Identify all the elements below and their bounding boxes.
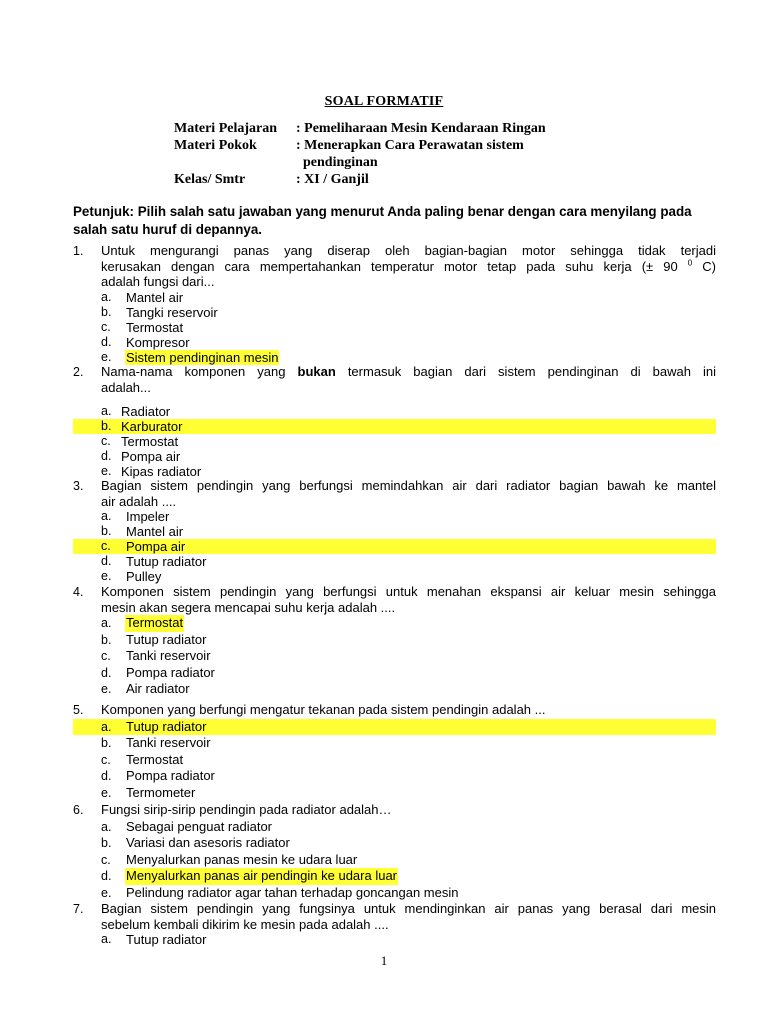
option-c[interactable]: c. Termostat	[101, 434, 179, 449]
subject-info	[174, 120, 586, 188]
question-text: Fungsi sirip-sirip pendingin pada radiator adalah…	[101, 802, 392, 817]
highlighted-answer: Karburator	[121, 419, 183, 434]
option-e[interactable]: e. Sistem pendinginan mesin	[101, 349, 279, 365]
option-c[interactable]: c. Menyalurkan panas mesin ke udara luar	[101, 851, 358, 867]
option-d[interactable]: d. Menyalurkan panas air pendingin ke udara luar	[101, 868, 398, 883]
option-e[interactable]: e. Kipas radiator	[101, 464, 202, 479]
question-text: Komponen yang berfungi mengatur tekanan pada sistem pendingin adalah ...	[101, 702, 546, 717]
highlighted-answer: Tutup radiator	[126, 718, 207, 734]
option-d[interactable]: d. Tutup radiator	[101, 554, 207, 569]
option-a[interactable]: a. Impeler	[101, 509, 170, 524]
option-a[interactable]: a. Mantel air	[101, 289, 184, 305]
option-e[interactable]: e. Pelindung radiator agar tahan terhadap goncangan mesin	[101, 884, 459, 900]
option-d[interactable]: d. Kompresor	[101, 334, 190, 350]
meta-row-class	[174, 171, 586, 188]
option-a[interactable]: a. Tutup radiator	[101, 932, 207, 947]
question-number: 3.	[73, 479, 84, 493]
options	[101, 509, 716, 584]
meta-label: Materi Pokok	[174, 138, 257, 153]
option-c[interactable]: c. Pompa air	[73, 539, 716, 554]
options	[101, 932, 716, 947]
option-a[interactable]: a. Tutup radiator	[73, 719, 716, 736]
question-text: Bagian sistem pendingin yang berfungsi memindahkan air dari radiator bagian bawah ke mantel air adalah ....	[101, 478, 716, 509]
meta-value: : Pemeliharaan Mesin Kendaraan Ringan	[296, 121, 546, 136]
option-b[interactable]: b. Tanki reservoir	[101, 735, 211, 750]
option-a[interactable]: a. Termostat	[101, 615, 184, 630]
meta-row-topic-cont	[174, 154, 586, 171]
question-4	[73, 584, 716, 698]
question-number: 7.	[73, 902, 84, 916]
highlighted-answer: Menyalurkan panas air pendingin ke udara luar	[126, 868, 398, 883]
meta-row-subject	[174, 120, 586, 137]
meta-value: : Menerapkan Cara Perawatan sistem	[296, 138, 524, 153]
option-e[interactable]: e. Pulley	[101, 569, 162, 584]
options	[101, 819, 716, 902]
meta-label: Materi Pelajaran	[174, 121, 278, 136]
option-d[interactable]: d. Pompa radiator	[101, 664, 215, 680]
question-7	[73, 901, 716, 947]
option-b[interactable]: b. Karburator	[73, 419, 716, 434]
meta-label	[174, 154, 296, 171]
question-text: Bagian sistem pendingin yang fungsinya untuk mendinginkan air panas yang berasal dari mesin sebelum kembali dikirim ke mesin pada adalah ....	[101, 901, 716, 932]
option-c[interactable]: c. Termostat	[101, 751, 184, 767]
option-e[interactable]: e. Air radiator	[101, 681, 190, 696]
instructions: Petunjuk: Pilih salah satu jawaban yang menurut Anda paling benar dengan cara menyilang pada salah satu huruf di depannya.	[73, 204, 692, 237]
option-b[interactable]: b. Variasi dan asesoris radiator	[101, 835, 290, 850]
question-6	[73, 802, 716, 901]
question-number: 5.	[73, 703, 84, 717]
question-1	[73, 243, 716, 365]
question-text: Untuk mengurangi panas yang diserap oleh bagian-bagian motor sehingga tidak terjadi kerusakan dengan cara mempertahankan temperatur motor tetap pada suhu kerja (± 90 $^0$ C) adalah fungsi dari...	[101, 243, 716, 289]
options	[101, 615, 716, 698]
question-3	[73, 478, 716, 584]
question-number: 2.	[73, 365, 84, 379]
meta-value: pendinginan	[296, 155, 378, 170]
highlighted-answer: Termostat	[126, 615, 184, 630]
question-text: Komponen sistem pendingin yang berfungsi untuk menahan ekspansi air keluar mesin sehingga mesin akan segera mencapai suhu kerja adalah ....	[101, 584, 716, 615]
question-number: 1.	[73, 244, 84, 258]
question-text: Nama-nama komponen yang bukan termasuk bagian dari sistem pendinginan di bawah ini adalah...	[101, 364, 716, 395]
meta-row-topic	[174, 137, 586, 154]
option-d[interactable]: d. Pompa air	[101, 449, 181, 464]
question-5	[73, 702, 716, 801]
option-a[interactable]: a. Radiator	[101, 404, 171, 419]
option-b[interactable]: b. Mantel air	[101, 524, 184, 539]
page-number: 1	[380, 953, 388, 968]
option-c[interactable]: c. Termostat	[101, 319, 184, 335]
options	[101, 404, 716, 479]
meta-label: Kelas/ Smtr	[174, 172, 246, 187]
option-e[interactable]: e. Termometer	[101, 784, 196, 800]
option-a[interactable]: a. Sebagai penguat radiator	[101, 818, 273, 834]
question-number: 6.	[73, 803, 84, 817]
question-2	[73, 364, 716, 479]
document-title: SOAL FORMATIF	[324, 94, 444, 109]
question-number: 4.	[73, 585, 84, 599]
option-d[interactable]: d. Pompa radiator	[101, 768, 215, 783]
highlighted-answer: Sistem pendinginan mesin	[126, 349, 279, 365]
option-b[interactable]: b. Tutup radiator	[101, 631, 207, 647]
meta-value: : XI / Ganjil	[296, 172, 369, 187]
options	[101, 719, 716, 802]
option-b[interactable]: b. Tangki reservoir	[101, 304, 218, 320]
highlighted-answer: Pompa air	[126, 539, 186, 554]
option-c[interactable]: c. Tanki reservoir	[101, 648, 211, 663]
options	[101, 290, 716, 365]
